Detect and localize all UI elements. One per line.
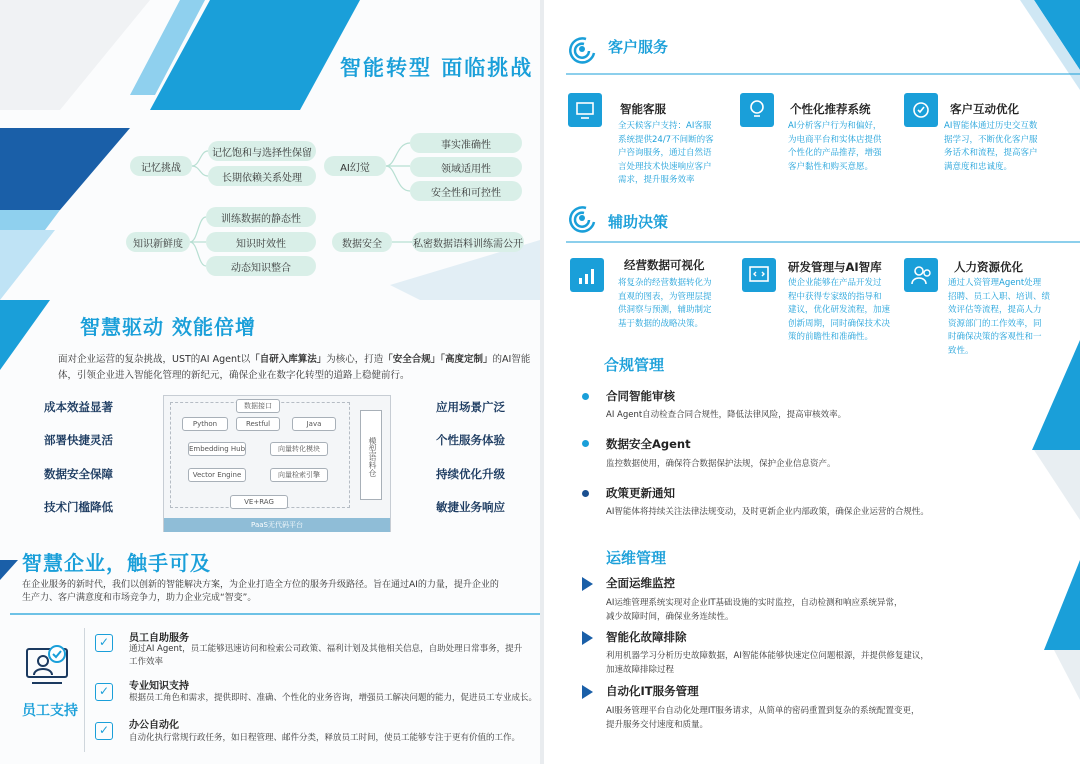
code-icon — [742, 258, 776, 292]
card-desc: AI分析客户行为和偏好， 为电商平台和实体店提供 个性化的产品推荐，增强 客户黏性和购买意愿。 — [788, 121, 882, 172]
ops-item-desc: AI运维管理系统实现对企业IT基础设施的实时监控，自动检测和响应系统异常， 减少故障时间，确保业务连续性。 — [606, 598, 903, 622]
service-title: 专业知识支持 — [129, 681, 189, 692]
arch-model-store: 模型语料仓 — [360, 410, 382, 500]
challenge-security: 数据安全 — [332, 232, 392, 252]
feature-right: 应用场景广泛 — [436, 400, 505, 414]
bullet-dot — [582, 440, 589, 447]
challenge-item: 记忆饱和与选择性保留 — [208, 141, 316, 161]
feature-left: 技术门槛降低 — [44, 500, 113, 514]
monitor-icon — [568, 93, 602, 127]
card-title: 研发管理与AI智库 — [788, 260, 882, 274]
challenge-hallucination: AI幻觉 — [324, 156, 386, 176]
challenge-memory: 记忆挑战 — [130, 156, 192, 176]
feature-left: 数据安全保障 — [44, 467, 113, 481]
service-desc: 自动化执行常规行政任务，如日程管理、邮件分类，释放员工时间，使员工能够专注于更有价值的工作。 — [129, 733, 521, 743]
section-title-challenges: 智能转型 面临挑战 — [340, 56, 534, 80]
service-desc: 根据员工角色和需求，提供即时、准确、个性化的业务咨询，增强员工解决问题的能力，促进员工专业成长。 — [129, 693, 538, 703]
compliance-item-desc: 监控数据使用，确保符合数据保护法规，保护企业信息资产。 — [606, 459, 836, 469]
architecture-diagram — [163, 395, 391, 532]
arch-embedding-hub: Embedding Hub — [188, 442, 246, 456]
challenge-item: 知识时效性 — [206, 232, 316, 252]
compliance-item-desc: AI Agent自动检查合同合规性，降低法律风险，提高审核效率。 — [606, 410, 847, 420]
bar-chart-icon — [570, 258, 604, 292]
arch-vector-search: 向量检索引擎 — [270, 468, 328, 482]
employee-support-label: 员工支持 — [22, 703, 78, 719]
arch-ve-rag: VE+RAG — [230, 495, 288, 509]
feature-right: 持续优化升级 — [436, 467, 505, 481]
section-title-ops: 运维管理 — [606, 549, 667, 567]
arch-vectorize: 向量转化模块 — [270, 442, 328, 456]
arrow-icon — [582, 685, 593, 699]
arch-paas: PaaS无代码平台 — [164, 518, 390, 532]
efficiency-paragraph: 面对企业运营的复杂挑战，UST的AI Agent以「自研入库算法」为核心，打造「安全合规」「高度定制」的AI智能 体，引领企业进入智能化管理的新纪元，确保企业在数字化转型的道路上稳健前行。 — [58, 354, 531, 381]
arrow-icon — [582, 577, 593, 591]
compliance-item-title: 数据安全Agent — [606, 437, 691, 451]
employee-support-icon — [24, 643, 70, 689]
arch-lang: Java — [292, 417, 336, 431]
divider — [84, 628, 85, 752]
challenge-item: 私密数据语料训练需公开 — [412, 232, 524, 252]
feature-left: 部署快捷灵活 — [44, 433, 113, 447]
compliance-item-desc: AI智能体将持续关注法律法规变动，及时更新企业内部政策，确保企业运营的合规性。 — [606, 507, 929, 517]
arch-vector-engine: Vector Engine — [188, 468, 246, 482]
compliance-item-title: 合同智能审核 — [606, 389, 675, 403]
ops-item-title: 自动化IT服务管理 — [606, 684, 699, 698]
ops-item-title: 智能化故障排除 — [606, 630, 687, 644]
check-icon: ✓ — [95, 683, 113, 701]
card-title: 个性化推荐系统 — [790, 102, 871, 116]
section-title-customer: 客户服务 — [608, 38, 669, 56]
challenge-item: 安全性和可控性 — [410, 181, 522, 201]
service-title: 员工自助服务 — [129, 633, 189, 644]
card-desc: AI智能体通过历史交互数 据学习，不断优化客户服 务话术和流程，提高客户 满意度和忠诚度。 — [944, 121, 1038, 172]
arch-lang: Restful — [236, 417, 280, 431]
section-title-compliance: 合规管理 — [604, 356, 665, 374]
arrow-icon — [582, 631, 593, 645]
feature-right: 敏捷业务响应 — [436, 500, 505, 514]
arch-lang: Python — [182, 417, 228, 431]
arch-data-interface: 数据接口 — [236, 399, 280, 413]
refresh-icon — [904, 93, 938, 127]
ops-item-desc: 利用机器学习分析历史故障数据，AI智能体能够快速定位问题根源，并提供修复建议， 加速故障排除过程 — [606, 651, 929, 675]
challenge-item: 动态知识整合 — [206, 256, 316, 276]
section-title-decision: 辅助决策 — [608, 213, 669, 231]
check-icon: ✓ — [95, 634, 113, 652]
challenge-item: 训练数据的静态性 — [206, 207, 316, 227]
card-title: 智能客服 — [620, 102, 666, 116]
check-icon: ✓ — [95, 722, 113, 740]
challenge-item: 事实准确性 — [410, 133, 522, 153]
card-desc: 使企业能够在产品开发过 程中获得专家级的指导和 建议，优化研发流程，加速 创新周期，同时确保技术决 策的前瞻性和准确性。 — [788, 278, 891, 342]
service-title: 办公自动化 — [129, 720, 179, 731]
lightbulb-icon — [740, 93, 774, 127]
bullet-dot — [582, 393, 589, 400]
card-desc: 全天候客户支持：AI客服 系统提供24/7不间断的客 户咨询服务，通过自然语 言处理技术快速响应客户 需求，提升服务效率 — [618, 121, 714, 185]
right-page — [544, 0, 1080, 764]
ops-item-title: 全面运维监控 — [606, 576, 675, 590]
feature-left: 成本效益显著 — [44, 400, 113, 414]
ops-item-desc: AI服务管理平台自动化处理IT服务请求，从简单的密码重置到复杂的系统配置变更， 提升服务交付速度和质量。 — [606, 706, 920, 730]
enterprise-intro: 在企业服务的新时代，我们以创新的智能解决方案，为企业打造全方位的服务升级路径。旨在通过AI的力量，提升企业的 生产力、客户满意度和市场竞争力，助力企业完成“智变”。 — [22, 580, 499, 603]
section-title-efficiency: 智慧驱动 效能倍增 — [80, 315, 256, 339]
signal-icon — [566, 202, 598, 234]
card-title: 经营数据可视化 — [624, 258, 705, 272]
compliance-item-title: 政策更新通知 — [606, 486, 675, 500]
section-title-enterprise: 智慧企业，触手可及 — [22, 551, 211, 575]
challenge-item: 长期依赖关系处理 — [208, 166, 316, 186]
bullet-dot — [582, 490, 589, 497]
people-icon — [904, 258, 938, 292]
card-desc: 将复杂的经营数据转化为 直观的图表，为管理层提 供洞察与预测，辅助制定 基于数据的战略决策。 — [618, 278, 712, 329]
feature-right: 个性服务体验 — [436, 433, 505, 447]
challenge-freshness: 知识新鲜度 — [126, 232, 190, 252]
signal-icon — [566, 33, 598, 65]
challenge-item: 领域适用性 — [410, 157, 522, 177]
card-title: 人力资源优化 — [954, 260, 1023, 274]
card-title: 客户互动优化 — [950, 102, 1019, 116]
service-desc: 通过AI Agent，员工能够迅速访问和检索公司政策、福利计划及其他相关信息，自助处理日常事务，提升 工作效率 — [129, 644, 523, 667]
card-desc: 通过人资管理Agent处理 招聘、员工入职、培训、绩 效评估等流程，提高人力 资源部门的工作效率，同 时确保决策的客观性和一 致性。 — [948, 278, 1051, 356]
